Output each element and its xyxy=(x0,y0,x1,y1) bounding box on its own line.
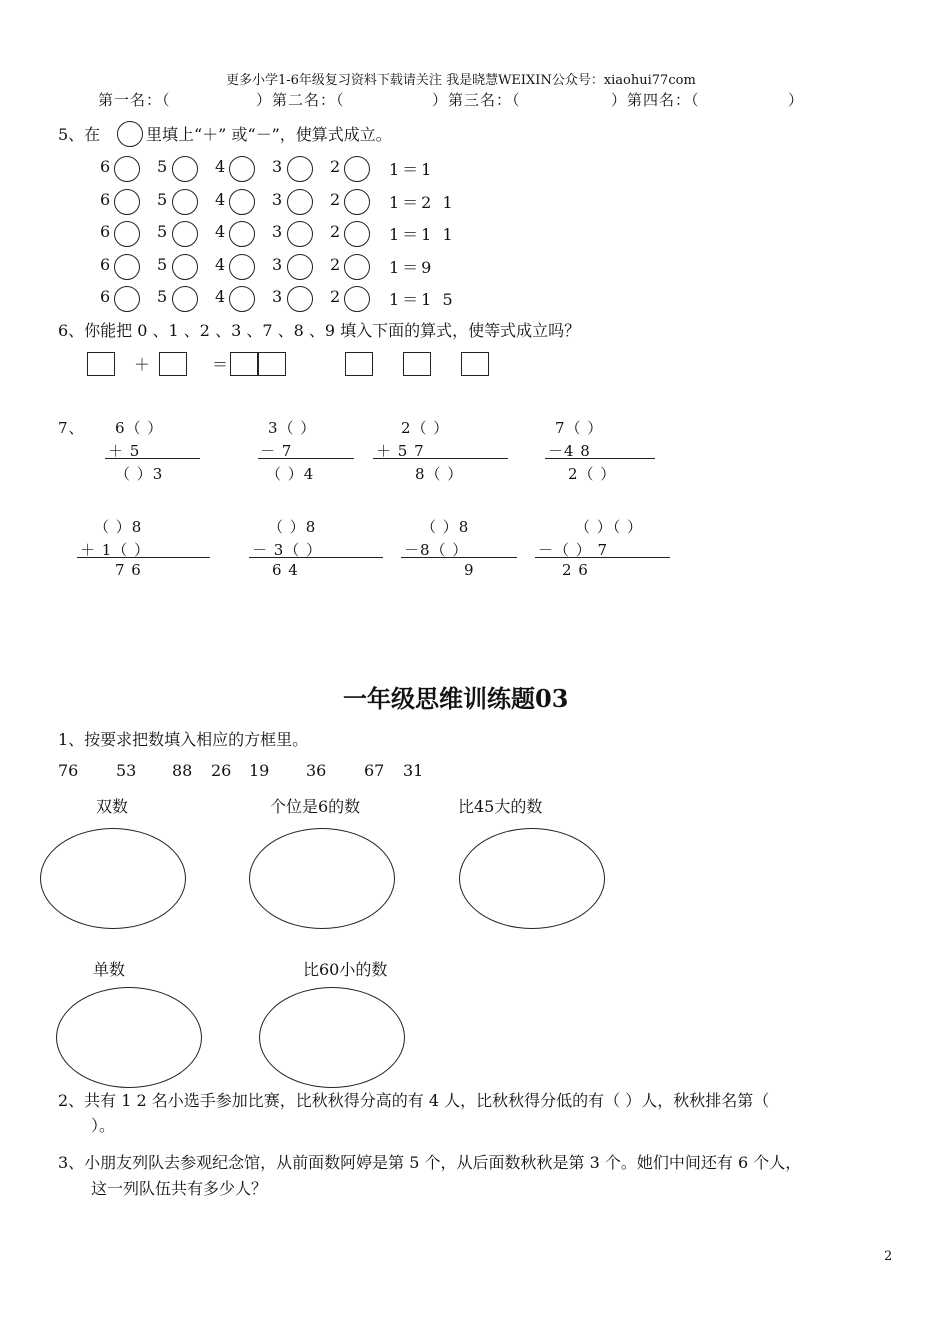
q5-number: 2 xyxy=(330,254,341,274)
q7-r1-p2-bot: （ ）4 xyxy=(266,465,315,483)
group-gt45-label: 比45大的数 xyxy=(458,797,543,816)
answer-box[interactable] xyxy=(461,352,489,376)
s-q2-line1: 2、共有 1 2 名小选手参加比赛，比秋秋得分高的有 4 人，比秋秋得分低的有（ ）人，秋秋排名第（ xyxy=(58,1091,770,1110)
group-lt60-oval[interactable] xyxy=(259,987,405,1088)
q7-r2-p1-top: （ ）8 xyxy=(94,518,143,536)
q5-number: 4 xyxy=(215,189,226,209)
operator-circle[interactable] xyxy=(114,286,140,312)
operator-circle[interactable] xyxy=(172,156,198,182)
operator-circle[interactable] xyxy=(287,286,313,312)
q7-r1-p3-bot: 8（ ） xyxy=(415,465,464,483)
operator-circle[interactable] xyxy=(287,254,313,280)
q5-number: 6 xyxy=(100,287,111,306)
q7-r1-p1-bot: （ ）3 xyxy=(115,465,164,483)
group-odd-label: 单数 xyxy=(93,960,126,979)
q5-number: 5 xyxy=(157,189,168,209)
q7-r2-p2-top: （ ）8 xyxy=(268,518,317,536)
q5-result: 1＝1 5 xyxy=(389,290,456,309)
q5-number: 4 xyxy=(215,254,226,274)
group-ones-six-label: 个位是6的数 xyxy=(270,797,361,816)
number-4: 26 xyxy=(211,761,232,780)
q7-r1-p4-top: 7（ ） xyxy=(555,419,604,437)
q5-number: 5 xyxy=(157,254,168,274)
q5-number: 4 xyxy=(215,222,226,241)
q7-r1-p1-mid: ＋ 5 xyxy=(108,442,141,460)
q7-r2-p2-mid: － 3（ ） xyxy=(252,541,323,559)
operator-circle[interactable] xyxy=(344,156,370,182)
page-number: 2 xyxy=(884,1249,893,1264)
q5-number: 2 xyxy=(330,189,341,209)
q7-r1-p3-mid: ＋ 5 7 xyxy=(376,442,425,460)
plus-sign: ＋ xyxy=(134,355,151,374)
operator-circle[interactable] xyxy=(344,286,370,312)
sum-line xyxy=(249,557,383,558)
q5-number: 5 xyxy=(157,287,168,306)
s-q2-line2: ）。 xyxy=(91,1116,116,1135)
number-7: 67 xyxy=(364,761,385,780)
section-title: 一年级思维训练题03 xyxy=(343,684,569,713)
q5-result: 1＝2 1 xyxy=(389,192,456,212)
operator-circle[interactable] xyxy=(229,254,255,280)
q7-r2-p3-bot: 9 xyxy=(464,561,475,579)
q5-number: 2 xyxy=(330,222,341,241)
q5-number: 3 xyxy=(272,189,283,209)
number-3: 88 xyxy=(172,761,193,780)
q5-result: 1＝9 xyxy=(389,257,435,277)
q5-number: 2 xyxy=(330,287,341,306)
rank-second: ）第二名：（ xyxy=(256,91,345,109)
q5-text-a: 5、在 xyxy=(58,125,101,144)
operator-circle[interactable] xyxy=(229,221,255,247)
q5-number: 6 xyxy=(100,222,111,241)
group-odd-oval[interactable] xyxy=(56,987,202,1088)
q7-r2-p4-bot: 2 6 xyxy=(562,561,589,579)
q5-number: 3 xyxy=(272,254,283,274)
group-lt60-label: 比60小的数 xyxy=(303,960,388,979)
sum-line xyxy=(258,458,354,459)
s-q1-text: 1、按要求把数填入相应的方框里。 xyxy=(58,730,309,749)
operator-circle[interactable] xyxy=(229,189,255,215)
q7-r2-p4-mid: －（ ） 7 xyxy=(538,541,609,559)
group-gt45-oval[interactable] xyxy=(459,828,605,929)
operator-circle[interactable] xyxy=(172,254,198,280)
answer-box[interactable] xyxy=(230,352,258,376)
answer-box[interactable] xyxy=(403,352,431,376)
answer-box[interactable] xyxy=(159,352,187,376)
q7-r1-p2-mid: － 7 xyxy=(260,442,293,460)
operator-circle[interactable] xyxy=(172,189,198,215)
q5-number: 4 xyxy=(215,287,226,306)
q7-label: 7、 xyxy=(58,419,85,437)
operator-circle[interactable] xyxy=(114,221,140,247)
q5-number: 3 xyxy=(272,157,283,176)
q5-number: 6 xyxy=(100,254,111,274)
sum-line xyxy=(77,557,210,558)
group-even-label: 双数 xyxy=(96,797,129,816)
q7-r1-p2-top: 3（ ） xyxy=(268,419,317,437)
number-8: 31 xyxy=(403,761,424,780)
sum-line xyxy=(373,458,508,459)
q5-result: 1＝1 1 xyxy=(389,225,456,244)
equals-sign: ＝ xyxy=(212,355,229,374)
q6-text: 6、你能把 0 、1 、2 、3 、7 、8 、9 填入下面的算式，使等式成立吗？ xyxy=(58,321,581,340)
q7-r1-p4-mid: －4 8 xyxy=(548,442,591,460)
operator-circle[interactable] xyxy=(287,189,313,215)
operator-circle[interactable] xyxy=(229,156,255,182)
operator-circle[interactable] xyxy=(344,189,370,215)
operator-circle[interactable] xyxy=(114,254,140,280)
number-6: 36 xyxy=(306,761,327,780)
number-5: 19 xyxy=(249,761,270,780)
sum-line xyxy=(535,557,670,558)
answer-box[interactable] xyxy=(345,352,373,376)
q7-r1-p3-top: 2（ ） xyxy=(401,419,450,437)
q5-number: 2 xyxy=(330,157,341,176)
q5-number: 4 xyxy=(215,157,226,176)
operator-circle[interactable] xyxy=(344,254,370,280)
operator-circle[interactable] xyxy=(287,156,313,182)
sum-line xyxy=(105,458,200,459)
q7-r2-p3-mid: －8（ ） xyxy=(404,541,469,559)
number-1: 76 xyxy=(58,761,79,780)
q5-number: 5 xyxy=(157,157,168,176)
q7-r2-p3-top: （ ）8 xyxy=(421,518,470,536)
operator-circle[interactable] xyxy=(287,221,313,247)
rank-fourth: ）第四名：（ xyxy=(611,91,700,109)
operator-circle[interactable] xyxy=(114,189,140,215)
s-q3-line1: 3、小朋友列队去参观纪念馆，从前面数阿婷是第 5 个，从后面数秋秋是第 3 个。她们中间还有 6 个人， xyxy=(58,1153,802,1172)
q5-text-b: 里填上“＋” 或“－”，使算式成立。 xyxy=(146,125,392,144)
operator-circle[interactable] xyxy=(172,221,198,247)
operator-circle[interactable] xyxy=(344,221,370,247)
q7-r1-p4-bot: 2（ ） xyxy=(568,465,617,483)
operator-circle[interactable] xyxy=(229,286,255,312)
answer-box[interactable] xyxy=(87,352,115,376)
rank-first: 第一名：（ xyxy=(98,91,171,109)
q5-number: 3 xyxy=(272,222,283,241)
q5-result: 1＝1 xyxy=(389,160,435,179)
q7-r2-p4-top: （ ）（ ） xyxy=(575,518,644,536)
answer-circle xyxy=(117,121,143,147)
q5-number: 6 xyxy=(100,157,111,176)
group-ones-six-oval[interactable] xyxy=(249,828,395,929)
sum-line xyxy=(545,458,655,459)
operator-circle[interactable] xyxy=(114,156,140,182)
promo-header: 更多小学1-6年级复习资料下载请关注 我是晓慧WEIXIN公众号：xiaohui77com xyxy=(226,73,696,88)
sum-line xyxy=(401,557,517,558)
rank-third: ）第三名：（ xyxy=(432,91,521,109)
operator-circle[interactable] xyxy=(172,286,198,312)
q5-number: 6 xyxy=(100,189,111,209)
number-2: 53 xyxy=(116,761,137,780)
rank-close: ） xyxy=(788,91,805,109)
q7-r2-p1-mid: ＋ 1（ ） xyxy=(80,541,151,559)
q7-r2-p1-bot: 7 6 xyxy=(115,561,142,579)
q7-r1-p1-top: 6（ ） xyxy=(115,419,164,437)
q5-number: 3 xyxy=(272,287,283,306)
s-q3-line2: 这一列队伍共有多少人？ xyxy=(91,1179,268,1198)
q7-r2-p2-bot: 6 4 xyxy=(272,561,299,579)
answer-box[interactable] xyxy=(258,352,286,376)
group-even-oval[interactable] xyxy=(40,828,186,929)
q5-number: 5 xyxy=(157,222,168,241)
